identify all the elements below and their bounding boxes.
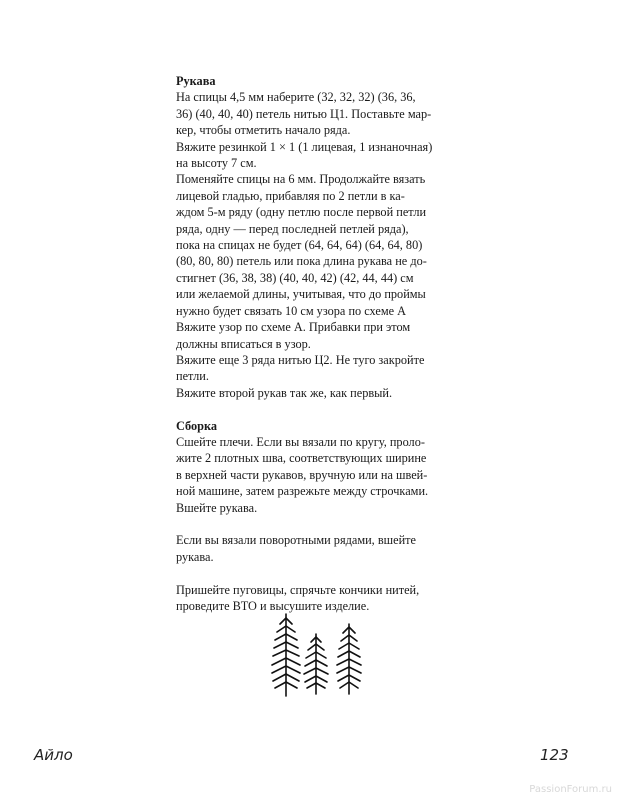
text-line: должны вписаться в узор. — [176, 336, 311, 351]
text-line: (80, 80, 80) петель или пока длина рукава не до- — [176, 254, 427, 269]
spacer — [176, 565, 446, 581]
text-line: петли. — [176, 369, 209, 384]
footer-author: Айло — [34, 746, 73, 764]
text-line: Вшейте рукава. — [176, 500, 258, 515]
text-line: кер, чтобы отметить начало ряда. — [176, 123, 351, 138]
page-number: 123 — [540, 746, 569, 764]
text-line: Вяжите второй рукав так же, как первый. — [176, 385, 393, 400]
spacer — [176, 516, 446, 532]
text-line: Если вы вязали поворотными рядами, вшейте — [176, 533, 416, 548]
watermark: PassionForum.ru — [529, 784, 612, 795]
text-line: на высоту 7 см. — [176, 156, 257, 171]
sleeves-instructions — [176, 89, 446, 401]
text-line: ждом 5-м ряду (одну петлю после первой петли — [176, 205, 427, 220]
text-line: лицевой гладью, прибавляя по 2 петли в ка- — [176, 188, 405, 203]
text-line: Вяжите еще 3 ряда нитью Ц2. Не туго закройте — [176, 352, 425, 367]
text-column — [176, 73, 446, 614]
text-line: ряда, одну — перед последней петлей ряда), — [176, 221, 409, 236]
text-line: пока на спицах не будет (64, 64, 64) (64, 64, 80) — [176, 238, 423, 253]
text-line: ной машине, затем разрежьте между строчками. — [176, 484, 429, 499]
text-line: в верхней части рукавов, вручную или на швей- — [176, 467, 428, 482]
assembly-paragraph-2 — [176, 532, 446, 565]
text-line: На спицы 4,5 мм наберите (32, 32, 32) (36, 36, — [176, 90, 416, 105]
text-line: Поменяйте спицы на 6 мм. Продолжайте вязать — [176, 172, 426, 187]
text-line: жите 2 плотных шва, соответствующих ширине — [176, 451, 427, 466]
text-line: стигнет (36, 38, 38) (40, 40, 42) (42, 44, 44) см — [176, 270, 414, 285]
spacer — [176, 401, 446, 417]
text-line: проведите ВТО и высушите изделие. — [176, 598, 370, 613]
assembly-heading: Сборка — [176, 418, 218, 433]
text-line: Вяжите резинкой 1 × 1 (1 лицевая, 1 изнаночная) — [176, 139, 433, 154]
text-line: рукава. — [176, 549, 214, 564]
text-line: нужно будет связать 10 см узора по схеме A — [176, 303, 407, 318]
text-line: Сшейте плечи. Если вы вязали по кругу, проло- — [176, 434, 425, 449]
text-line: 36) (40, 40, 40) петель нитью Ц1. Поставьте мар- — [176, 106, 432, 121]
assembly-paragraph-1 — [176, 434, 446, 516]
pine-trees-icon — [262, 610, 372, 702]
text-line: или желаемой длины, учитывая, что до проймы — [176, 287, 426, 302]
text-line: Пришейте пуговицы, спрячьте кончики нитей, — [176, 582, 420, 597]
sleeves-heading: Рукава — [176, 74, 216, 88]
text-line: Вяжите узор по схеме A. Прибавки при этом — [176, 320, 411, 335]
